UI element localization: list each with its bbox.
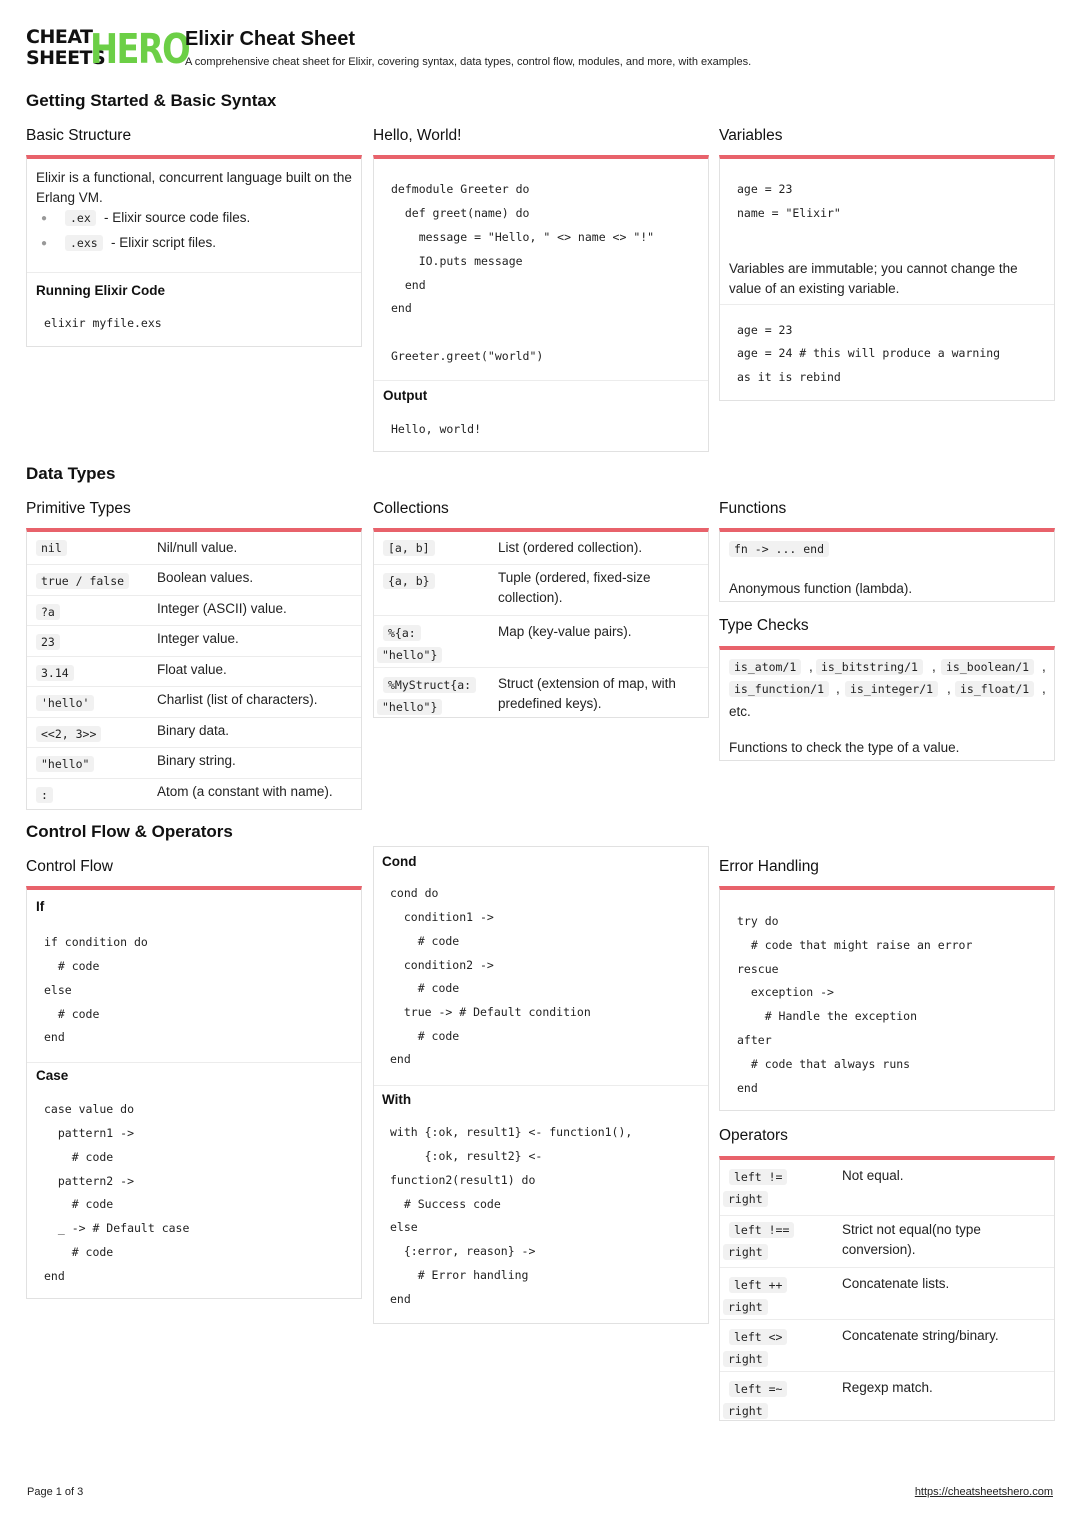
comma: , — [932, 659, 936, 674]
comma: , — [809, 659, 813, 674]
operator-code: left ++ — [729, 1277, 787, 1293]
table-row — [720, 1216, 1054, 1268]
code-line: exception -> — [737, 985, 834, 999]
code-line: # code — [390, 981, 460, 995]
table-row — [27, 748, 361, 779]
hello-card — [373, 155, 709, 452]
code-line: age = 24 # this will produce a warning — [737, 346, 1001, 360]
table-row — [27, 779, 361, 810]
table-row — [374, 565, 708, 616]
table-row — [27, 626, 361, 657]
operators-card — [719, 1156, 1055, 1421]
variables-note: Variables are immutable; you cannot change the value of an existing variable. — [729, 261, 1018, 296]
code-line: # code — [390, 934, 460, 948]
ext-ex-desc: - Elixir source code files. — [104, 210, 251, 225]
code-line: # Handle the exception — [737, 1009, 918, 1023]
primitive-card — [26, 528, 362, 810]
typecheck-code: is_boolean/1 — [941, 659, 1034, 675]
code-line: else — [390, 1220, 418, 1234]
code-line: # code — [44, 1150, 114, 1164]
type-desc: Atom (a constant with name). — [157, 784, 333, 799]
code-line: rescue — [737, 962, 779, 976]
code-line: defmodule Greeter do — [391, 182, 530, 196]
table-row — [27, 596, 361, 626]
operator-desc: Concatenate lists. — [842, 1276, 950, 1291]
code-line: {:ok, result2} <- — [390, 1149, 543, 1163]
code-line: name = "Elixir" — [737, 206, 841, 220]
comma: , — [947, 681, 951, 696]
code-line: cond do — [390, 886, 439, 900]
page-title: Elixir Cheat Sheet — [185, 28, 356, 50]
code-line: # code — [390, 1029, 460, 1043]
collection-desc: Struct (extension of map, with predefined keys). — [498, 676, 676, 711]
collection-code: "hello"} — [377, 699, 442, 715]
collection-desc: List (ordered collection). — [498, 540, 643, 555]
code-line: as it is rebind — [737, 370, 841, 384]
ext-exs: .exs — [65, 235, 103, 251]
code-line: end — [390, 1292, 411, 1306]
collections-title: Collections — [373, 500, 449, 517]
typecheck-etc: etc. — [729, 704, 751, 719]
primitive-title: Primitive Types — [26, 500, 131, 517]
type-desc: Boolean values. — [157, 570, 254, 585]
variables-card — [719, 155, 1055, 401]
operator-desc: Not equal. — [842, 1168, 904, 1183]
cond-card — [373, 846, 709, 1324]
type-code: <<2, 3>> — [36, 726, 101, 742]
case-title: Case — [36, 1068, 69, 1083]
code-line: condition1 -> — [390, 910, 494, 924]
type-code: 23 — [36, 634, 60, 650]
code-line: pattern1 -> — [44, 1126, 135, 1140]
code-line: age = 23 — [737, 323, 793, 337]
code-line: # code that always runs — [737, 1057, 911, 1071]
collection-code: [a, b] — [383, 540, 435, 556]
table-row — [720, 1320, 1054, 1372]
code-line: # code — [44, 1007, 100, 1021]
basic-intro: Elixir is a functional, concurrent language built on the Erlang VM. — [36, 170, 352, 205]
collections-card — [373, 528, 709, 718]
type-desc: Integer value. — [157, 631, 239, 646]
functions-title: Functions — [719, 500, 787, 517]
operator-code: left <> — [729, 1329, 787, 1345]
basic-structure-card — [26, 155, 362, 347]
bullet-icon: ● — [41, 213, 48, 224]
table-row — [27, 532, 361, 565]
comma: , — [1042, 681, 1046, 696]
type-code: "hello" — [36, 756, 94, 772]
logo-line1: CHEAT — [26, 26, 93, 48]
hello-title: Hello, World! — [373, 127, 462, 144]
code-line: condition2 -> — [390, 958, 494, 972]
code-line: {:error, reason} -> — [390, 1244, 536, 1258]
code-line: end — [391, 278, 426, 292]
cond-title: Cond — [382, 854, 417, 869]
typecheck-code: is_atom/1 — [729, 659, 801, 675]
collection-code: %MyStruct{a: — [383, 677, 476, 693]
operator-code: right — [723, 1191, 768, 1207]
output-title: Output — [383, 388, 428, 403]
ext-exs-desc: - Elixir script files. — [111, 235, 217, 250]
code-line: true -> # Default condition — [390, 1005, 591, 1019]
running-title: Running Elixir Code — [36, 283, 166, 298]
function-desc: Anonymous function (lambda). — [729, 581, 913, 596]
error-handling-card — [719, 886, 1055, 1111]
code-line: def greet(name) do — [391, 206, 530, 220]
output-code: Hello, world! — [391, 422, 482, 436]
code-line: if condition do — [44, 935, 148, 949]
logo — [26, 25, 190, 73]
control-flow-card — [26, 886, 362, 1299]
divider — [374, 1085, 708, 1086]
operator-desc: Strict not equal(no type conversion). — [842, 1222, 981, 1257]
divider — [27, 272, 361, 273]
operators-title: Operators — [719, 1127, 788, 1144]
code-line: end — [390, 1052, 411, 1066]
code-line: function2(result1) do — [390, 1173, 536, 1187]
code-line: end — [44, 1030, 65, 1044]
operator-code: left =~ — [729, 1381, 787, 1397]
function-code: fn -> ... end — [729, 541, 829, 557]
divider — [27, 1062, 361, 1063]
type-code: true / false — [36, 573, 129, 589]
comma: , — [1042, 659, 1046, 674]
type-desc: Binary data. — [157, 723, 230, 738]
table-row — [720, 1268, 1054, 1320]
logo-line2: SHEETS — [26, 47, 106, 69]
comma: , — [836, 681, 840, 696]
typecheck-code: is_function/1 — [729, 681, 829, 697]
typecheck-code: is_bitstring/1 — [816, 659, 923, 675]
functions-card — [719, 528, 1055, 602]
code-line: message = "Hello, " <> name <> "!" — [391, 230, 655, 244]
typecheck-code: is_float/1 — [955, 681, 1034, 697]
operator-desc: Regexp match. — [842, 1380, 933, 1395]
operator-code: left !== — [729, 1222, 794, 1238]
type-code: ?a — [36, 604, 60, 620]
type-desc: Charlist (list of characters). — [157, 692, 318, 707]
type-code: nil — [36, 540, 67, 556]
operator-code: right — [723, 1403, 768, 1419]
collection-desc: Map (key-value pairs). — [498, 624, 632, 639]
bullet-icon: ● — [41, 238, 48, 249]
collection-desc: Tuple (ordered, fixed-size collection). — [498, 570, 651, 605]
code-line: after — [737, 1033, 772, 1047]
type-desc: Nil/null value. — [157, 540, 238, 555]
type-desc: Float value. — [157, 662, 227, 677]
footer-link[interactable]: https://cheatsheetshero.com — [914, 1486, 1053, 1498]
ext-ex: .ex — [65, 210, 96, 226]
code-line: # Success code — [390, 1197, 501, 1211]
typecheck-desc: Functions to check the type of a value. — [729, 740, 960, 755]
variables-title: Variables — [719, 127, 783, 144]
error-handling-title: Error Handling — [719, 858, 819, 875]
type-code: 'hello' — [36, 695, 94, 711]
type-desc: Binary string. — [157, 753, 236, 768]
code-line: Greeter.greet("world") — [391, 349, 544, 363]
table-row — [27, 718, 361, 748]
table-row — [720, 1160, 1054, 1216]
code-line: # code — [44, 1197, 114, 1211]
code-line: case value do — [44, 1102, 135, 1116]
code-line: # code that might raise an error — [737, 938, 973, 952]
table-row — [27, 565, 361, 596]
operator-code: left != — [729, 1169, 787, 1185]
code-line: try do — [737, 914, 779, 928]
collection-code: %{a: — [383, 625, 421, 641]
section-title-data-types: Data Types — [26, 464, 116, 483]
code-line: # Error handling — [390, 1268, 529, 1282]
if-title: If — [36, 899, 45, 914]
operator-desc: Concatenate string/binary. — [842, 1328, 999, 1343]
typechecks-title: Type Checks — [719, 617, 809, 634]
with-title: With — [382, 1092, 412, 1107]
table-row — [374, 668, 708, 718]
basic-structure-title: Basic Structure — [26, 127, 132, 144]
typecheck-code: is_integer/1 — [845, 681, 938, 697]
code-line: age = 23 — [737, 182, 793, 196]
type-code: : — [36, 787, 53, 803]
type-desc: Integer (ASCII) value. — [157, 601, 287, 616]
collection-code: {a, b} — [383, 573, 435, 589]
code-line: # code — [44, 959, 100, 973]
page-subtitle: A comprehensive cheat sheet for Elixir, covering syntax, data types, control flow, modules, and more, with examples. — [185, 56, 752, 68]
code-line: else — [44, 983, 72, 997]
code-line: end — [737, 1081, 758, 1095]
logo-hero: HERO — [90, 25, 190, 73]
code-line: with {:ok, result1} <- function1(), — [390, 1125, 633, 1139]
operator-code: right — [723, 1299, 768, 1315]
table-row — [27, 657, 361, 687]
code-line: pattern2 -> — [44, 1174, 135, 1188]
page-number: Page 1 of 3 — [27, 1486, 84, 1498]
table-row — [374, 616, 708, 668]
typechecks-card — [719, 646, 1055, 761]
table-row — [720, 1372, 1054, 1421]
divider — [374, 380, 708, 381]
divider — [720, 304, 1054, 305]
code-line: end — [44, 1269, 65, 1283]
operator-code: right — [723, 1351, 768, 1367]
code-line: _ -> # Default case — [44, 1221, 190, 1235]
running-code: elixir myfile.exs — [44, 316, 162, 330]
section-title-basics: Getting Started & Basic Syntax — [26, 91, 277, 110]
collection-code: "hello"} — [377, 647, 442, 663]
table-row — [374, 532, 708, 565]
code-line: IO.puts message — [391, 254, 523, 268]
operator-code: right — [723, 1244, 768, 1260]
section-title-control-flow: Control Flow & Operators — [26, 822, 233, 841]
control-flow-title: Control Flow — [26, 858, 113, 875]
code-line: end — [391, 301, 412, 315]
code-line: # code — [44, 1245, 114, 1259]
table-row — [27, 687, 361, 718]
type-code: 3.14 — [36, 665, 74, 681]
